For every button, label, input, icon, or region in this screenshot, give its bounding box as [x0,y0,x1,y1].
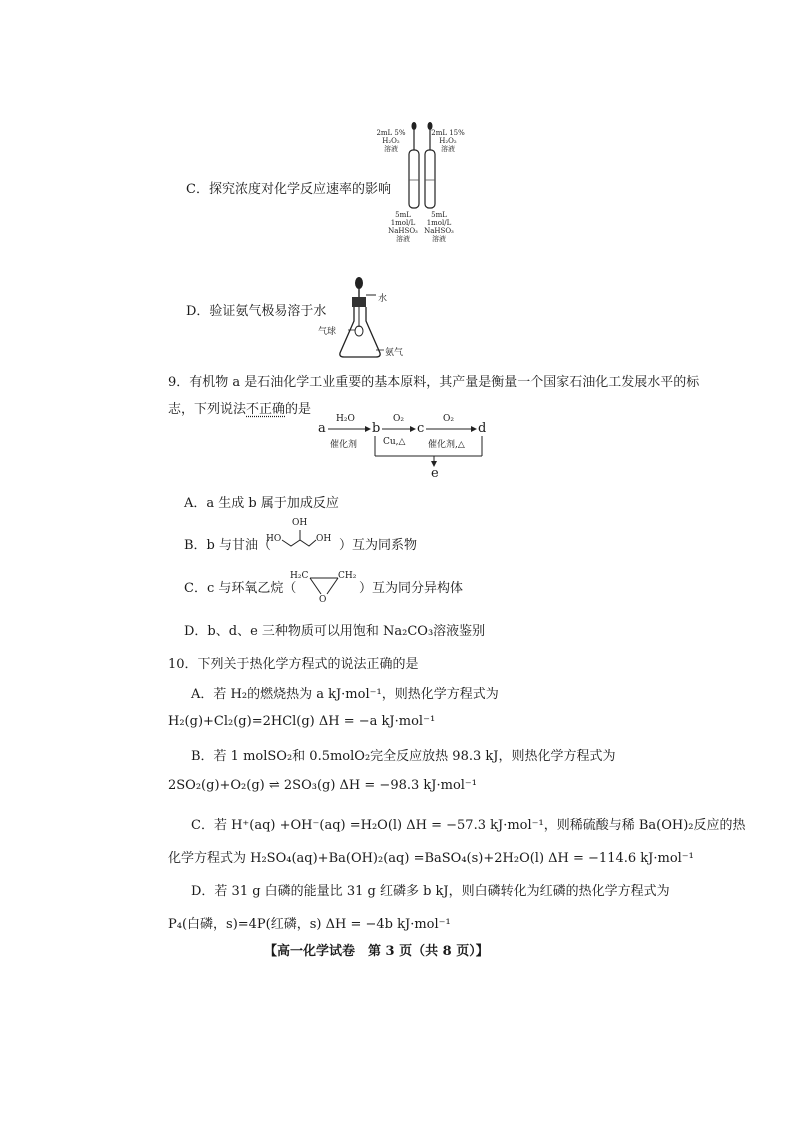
epoxide-right: CH₂ [338,571,357,581]
scheme-d: d [478,421,487,436]
scheme-r1-top: H₂O [336,414,355,424]
option-c-label: C．探究浓度对化学反应速率的影响 [186,182,391,197]
q9-option-b-post: ）互为同系物 [339,538,418,553]
glycerol-structure [282,528,322,548]
scheme-r2-top: O₂ [393,414,404,424]
q9-stem-line1: 9．有机物 a 是石油化学工业重要的基本原料，其产量是衡量一个国家石油化工发展水平的标 [168,375,700,390]
q9-option-d: D．b、d、e 三种物质可以用饱和 Na₂CO₃溶液鉴别 [184,624,486,639]
water-label: 水 [378,294,388,304]
scheme-e: e [431,466,439,481]
scheme-r3-top: O₂ [443,414,454,424]
epoxide-left: H₂C [290,571,309,581]
q10-c-line1: C．若 H⁺(aq) +OH⁻(aq) =H₂O(l) ΔH = −57.3 kJ·mol⁻¹，则稀硫酸与稀 Ba(OH)₂反应的热 [191,818,746,833]
q9-option-b-pre: B．b 与甘油（ [184,538,272,553]
q9-option-a: A．a 生成 b 属于加成反应 [184,496,339,511]
scheme-r2-bottom: Cu,△ [383,437,406,447]
test-tubes-diagram [400,120,450,210]
q10-c-line2: 化学方程式为 H₂SO₄(aq)+Ba(OH)₂(aq) =BaSO₄(s)+2H₂O(l) ΔH = −114.6 kJ·mol⁻¹ [168,851,694,866]
tube1-top-label: 2mL 5% H₂O₂ 溶液 [376,129,406,153]
q10-d-line1: D．若 31 g 白磷的能量比 31 g 红磷多 b kJ，则白磷转化为红磷的热化学方程式为 [191,884,670,899]
q10-b-line1: B．若 1 molSO₂和 0.5molO₂完全反应放热 98.3 kJ，则热化学方程式为 [191,749,616,764]
scheme-a: a [318,421,326,436]
q9-option-c-post: ）互为同分异构体 [359,581,464,596]
page-footer: 【高一化学试卷 第 3 页（共 8 页）】 [264,944,489,959]
q9-option-c-pre: C．c 与环氧乙烷（ [184,581,297,596]
option-d-label: D．验证氨气极易溶于水 [186,304,327,319]
emphasis-not-correct: 不正确 [246,402,286,417]
q10-a-line1: A．若 H₂的燃烧热为 a kJ·mol⁻¹，则热化学方程式为 [191,687,499,702]
glycerol-ho-left: HO [266,534,282,544]
scheme-r3-bottom: 催化剂,△ [428,440,465,450]
epoxide-structure [306,575,346,599]
scheme-r1-bottom: 催化剂 [330,440,358,450]
tube2-bottom-label: 5mL 1mol/L NaHSO₃ 溶液 [424,211,454,243]
q10-a-line2: H₂(g)+Cl₂(g)=2HCl(g) ΔH = −a kJ·mol⁻¹ [168,714,436,729]
glycerol-oh-right: OH [316,534,332,544]
q10-stem: 10．下列关于热化学方程式的说法正确的是 [168,657,419,672]
q10-b-line2: 2SO₂(g)+O₂(g) ⇌ 2SO₃(g) ΔH = −98.3 kJ·mol⁻¹ [168,778,477,793]
tube1-bottom-label: 5mL 1mol/L NaHSO₃ 溶液 [388,211,418,243]
q10-d-line2: P₄(白磷，s)=4P(红磷，s) ΔH = −4b kJ·mol⁻¹ [168,917,451,932]
balloon-label: 气球 [318,327,337,337]
scheme-b: b [372,421,381,436]
glycerol-oh-top: OH [292,518,308,528]
q9-stem-line2: 志，下列说法不正确的是 [168,402,312,417]
scheme-c: c [417,421,425,436]
scheme-arrows [320,420,500,470]
epoxide-o: O [319,595,327,605]
tube2-top-label: 2mL 15% H₂O₂ 溶液 [431,129,465,153]
ammonia-label: 氨气 [385,348,404,358]
